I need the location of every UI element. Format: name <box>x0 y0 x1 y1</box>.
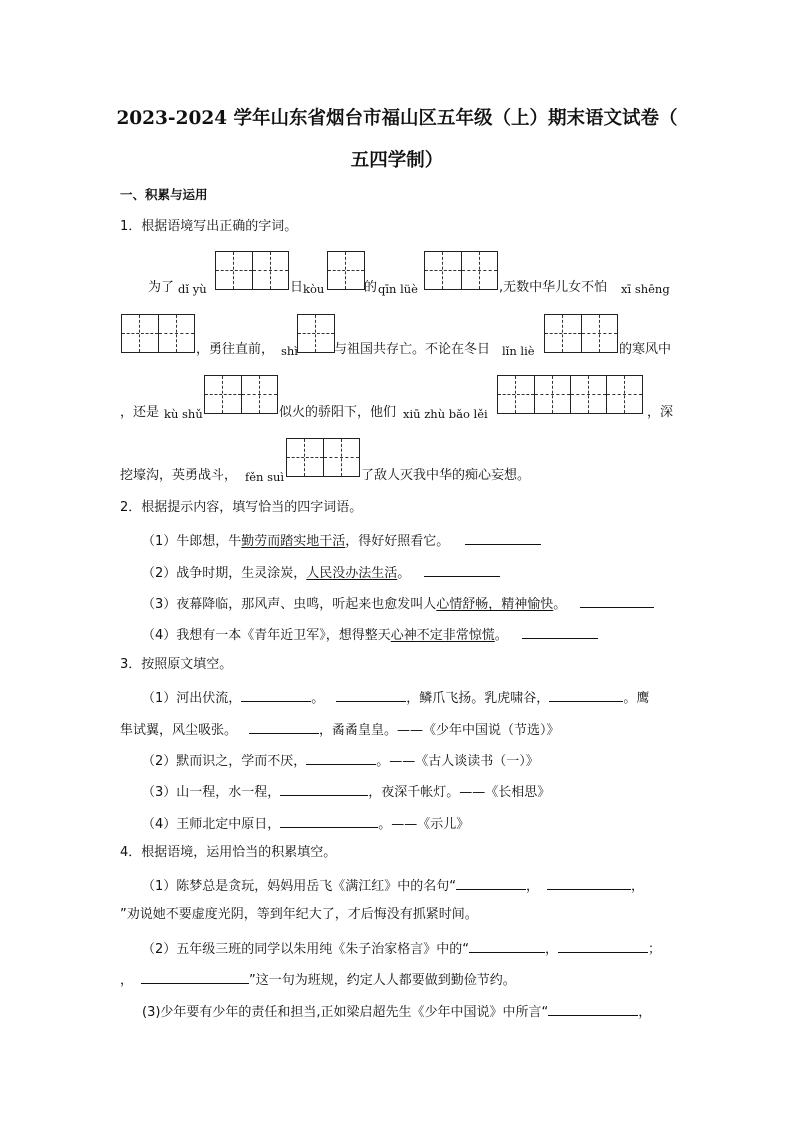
q3-item4: （4）王师北定中原日， 。——《示儿》 <box>142 813 469 834</box>
q2-item1: （1）牛郎想，牛勤劳而踏实地干活，得好好照看它。 <box>142 530 541 551</box>
q2-stem: 2．根据提示内容，填写恰当的四字词语。 <box>120 500 363 515</box>
pinyin-shi: shì <box>281 344 298 358</box>
answer-blank[interactable] <box>549 687 623 702</box>
answer-blank[interactable] <box>465 530 541 545</box>
q4-item1: （1）陈梦总是贪玩，妈妈用岳飞《满江红》中的名句“ ， ， <box>142 875 644 896</box>
pinyin-diyu: dǐ yù <box>178 282 207 296</box>
char-box-diyu[interactable] <box>215 251 289 290</box>
q1-line1-d: ,无数中华儿女不怕 <box>499 280 608 295</box>
section-heading: 一、积累与运用 <box>120 187 208 202</box>
q4-item3: (3)少年要有少年的责任和担当,正如梁启超先生《少年中国说》中所言“ ， <box>142 1001 651 1022</box>
char-box-xiuzhubaolei[interactable] <box>497 375 643 414</box>
char-box-xisheng[interactable] <box>121 314 195 353</box>
answer-blank[interactable] <box>522 624 598 639</box>
char-box-kushu[interactable] <box>204 375 278 414</box>
q4-item2: （2）五年级三班的同学以朱用纯《朱子治家格言》中的“ ， ； <box>142 938 661 959</box>
answer-blank[interactable] <box>249 719 319 734</box>
pinyin-kou: kòu <box>303 282 325 296</box>
q1-line3-a: ，还是 <box>120 405 160 420</box>
q1-line4-a: 挖壕沟，英勇战斗， <box>120 468 238 483</box>
answer-blank[interactable] <box>241 687 311 702</box>
pinyin-fensui: fěn suì <box>245 470 285 484</box>
exam-title-line2: 五四学制） <box>350 150 444 171</box>
exam-title-line1: 2023-2024 学年山东省烟台市福山区五年级（上）期末语文试卷（ <box>116 108 678 129</box>
q3-item1: （1）河出伏流， 。 ，鳞爪飞扬。乳虎啸谷， 。鹰 <box>142 687 649 708</box>
q4-item1-cont: ”劝说她不要虚度光阴，等到年纪大了，才后悔没有抓紧时间。 <box>120 907 478 922</box>
q1-line2-c: 的寒风中 <box>619 342 672 357</box>
q1-line2-b: 与祖国共存亡。不论在冬日 <box>334 342 491 357</box>
q1-line3-b: 似火的骄阳下，他们 <box>279 405 397 420</box>
q3-item2: （2）默而识之，学而不厌， 。——《古人谈读书（一）》 <box>142 750 539 771</box>
q1-line2-a: ，勇往直前， <box>196 342 275 357</box>
char-box-fensui[interactable] <box>286 438 360 477</box>
pinyin-linlie: lǐn liè <box>502 344 535 358</box>
answer-blank[interactable] <box>306 750 376 765</box>
q1-line1-b: 日 <box>290 280 304 295</box>
answer-blank[interactable] <box>424 562 500 577</box>
char-box-qinlue[interactable] <box>424 251 498 290</box>
pinyin-xisheng: xī shēng <box>621 282 670 296</box>
pinyin-kushu: kù shǔ <box>164 407 203 421</box>
answer-blank[interactable] <box>558 938 648 953</box>
q3-stem: 3．按照原文填空。 <box>120 657 233 672</box>
answer-blank[interactable] <box>141 969 249 984</box>
pinyin-qinlue: qīn lüè <box>378 282 418 296</box>
q3-item3: （3）山一程，水一程， ，夜深千帐灯。——《长相思》 <box>142 781 550 802</box>
q2-item3: （3）夜幕降临，那风声、虫鸣，听起来也愈发叫人心情舒畅，精神愉快。 <box>142 593 654 614</box>
q1-line3-c: ，深 <box>647 405 674 420</box>
answer-blank[interactable] <box>456 875 526 890</box>
q4-stem: 4．根据语境，运用恰当的积累填空。 <box>120 845 337 860</box>
q1-stem: 1．根据语境写出正确的字词。 <box>120 219 298 234</box>
answer-blank[interactable] <box>469 938 545 953</box>
q1-line1-c: 的 <box>364 280 378 295</box>
char-box-kou[interactable] <box>327 251 365 290</box>
answer-blank[interactable] <box>580 593 654 608</box>
q4-item2-cont: ， ”这一句为班规，约定人人都要做到勤俭节约。 <box>120 969 516 990</box>
answer-blank[interactable] <box>548 1001 638 1016</box>
answer-blank[interactable] <box>547 875 631 890</box>
q1-line4-b: 了敌人灭我中华的痴心妄想。 <box>361 468 531 483</box>
answer-blank[interactable] <box>280 781 368 796</box>
q2-item4: （4）我想有一本《青年近卫军》，想得整天心神不定非常惊慌。 <box>142 624 598 645</box>
char-box-shi[interactable] <box>297 314 335 353</box>
q1-line1-a: 为了 <box>148 280 175 295</box>
answer-blank[interactable] <box>280 813 378 828</box>
pinyin-xiuzhubaolei: xiū zhù bǎo lěi <box>403 407 488 421</box>
q2-item2: （2）战争时期，生灵涂炭，人民没办法生活。 <box>142 562 500 583</box>
q3-item1-cont: 隼试翼，风尘吸张。 ，矞矞皇皇。——《少年中国说（节选）》 <box>120 719 560 740</box>
char-box-linlie[interactable] <box>544 314 618 353</box>
answer-blank[interactable] <box>336 687 406 702</box>
